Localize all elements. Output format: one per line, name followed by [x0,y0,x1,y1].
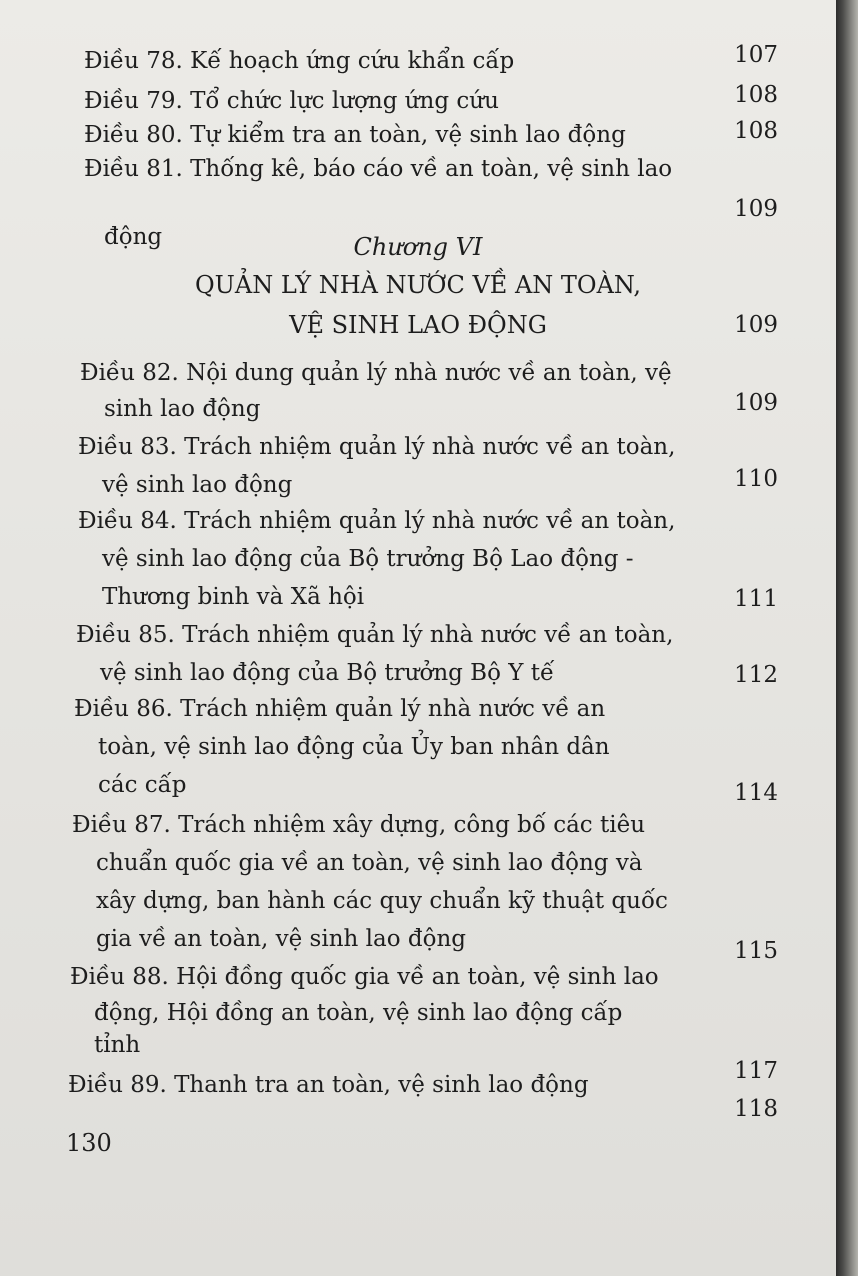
toc-entry-89: Điều 89. Thanh tra an toàn, vệ sinh lao động [68,1072,589,1098]
toc-entry-79: Điều 79. Tổ chức lực lượng ứng cứu [84,88,499,114]
toc-entry-86-cont1: toàn, vệ sinh lao động của Ủy ban nhân dân [98,734,610,760]
toc-entry-86-cont2: các cấp [98,772,187,798]
toc-entry-81-cont: động [104,224,163,250]
toc-page-78: 107 [734,42,778,68]
toc-page-79: 108 [734,82,778,108]
toc-entry-81: Điều 81. Thống kê, báo cáo về an toàn, vệ sinh lao [84,156,673,182]
toc-page-81: 109 [734,196,778,222]
toc-entry-84: Điều 84. Trách nhiệm quản lý nhà nước về an toàn, [78,508,676,534]
toc-entry-87-cont2: xây dựng, ban hành các quy chuẩn kỹ thuật quốc [96,888,668,914]
toc-page-85: 112 [734,662,778,688]
toc-page-86: 114 [734,780,778,806]
book-edge-shadow [836,0,858,1276]
toc-entry-78: Điều 78. Kế hoạch ứng cứu khẩn cấp [84,48,515,74]
toc-page-80: 108 [734,118,778,144]
toc-page-84: 111 [734,586,778,612]
toc-entry-83: Điều 83. Trách nhiệm quản lý nhà nước về an toàn, [78,434,676,460]
toc-page-82: 109 [734,390,778,416]
toc-page-88: 117 [734,1058,778,1084]
toc-entry-85: Điều 85. Trách nhiệm quản lý nhà nước về an toàn, [76,622,674,648]
toc-entry-84-cont2: Thương binh và Xã hội [102,584,365,610]
toc-page-87: 115 [734,938,778,964]
toc-page-83: 110 [734,466,778,492]
toc-entry-88-cont2: tỉnh [94,1032,141,1058]
toc-entry-82-cont: sinh lao động [104,396,261,422]
chapter-label: Chương VI [353,233,483,261]
toc-entry-87: Điều 87. Trách nhiệm xây dựng, công bố các tiêu [72,812,646,838]
toc-entry-84-cont1: vệ sinh lao động của Bộ trưởng Bộ Lao động - [102,546,634,572]
toc-entry-82: Điều 82. Nội dung quản lý nhà nước về an toàn, vệ [80,360,672,386]
toc-page-89: 118 [734,1096,778,1122]
toc-entry-85-cont: vệ sinh lao động của Bộ trưởng Bộ Y tế [100,660,555,686]
toc-entry-88: Điều 88. Hội đồng quốc gia về an toàn, vệ sinh lao [70,964,659,990]
toc-entry-87-cont3: gia về an toàn, vệ sinh lao động [96,926,466,952]
toc-entry-83-cont: vệ sinh lao động [102,472,293,498]
chapter-title-line1: QUẢN LÝ NHÀ NƯỚC VỀ AN TOÀN, [194,271,642,299]
chapter-title-line2: VỆ SINH LAO ĐỘNG [289,311,547,339]
toc-entry-80: Điều 80. Tự kiểm tra an toàn, vệ sinh lao động [84,122,626,148]
toc-entry-86: Điều 86. Trách nhiệm quản lý nhà nước về an [74,696,606,722]
toc-entry-87-cont1: chuẩn quốc gia về an toàn, vệ sinh lao động và [96,850,643,876]
toc-entry-88-cont1: động, Hội đồng an toàn, vệ sinh lao động cấp [94,1000,623,1026]
chapter-page: 109 [734,312,778,338]
page-number: 130 [66,1129,112,1157]
